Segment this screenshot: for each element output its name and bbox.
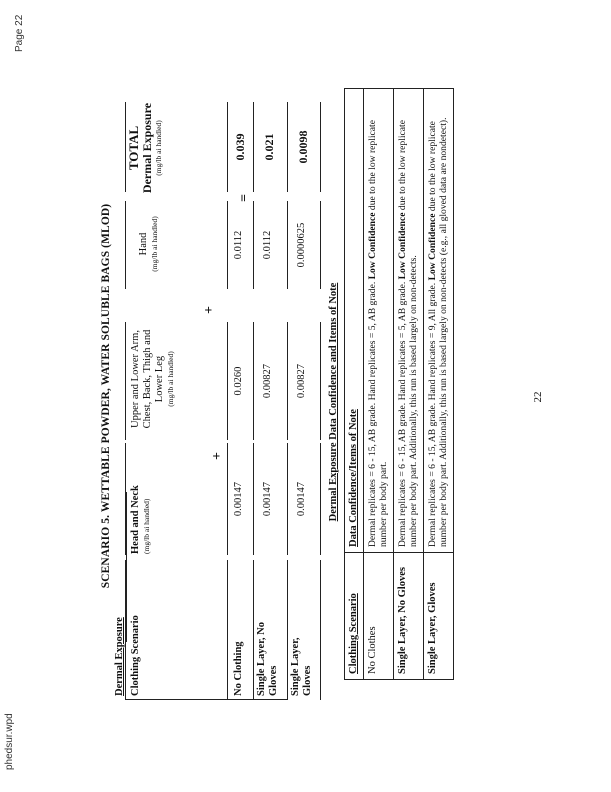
col-header-arms-body [130,318,175,440]
cell-arms-body: 0.0260 [233,366,244,396]
cell-total: 0.0098 [296,130,310,164]
col-header-head-neck [130,444,151,554]
cell-hand: 0.0112 [262,230,273,260]
cell-head-neck: 0.00147 [262,481,273,517]
filename-label: phedsur.wpd [4,713,15,770]
note-text: Dermal replicates = 6 - 15, AB grade. Hand replicates = 5, AB grade. [396,279,408,547]
row-scenario: Single Layer, No Gloves [393,553,423,680]
col-header-clothing [130,596,142,696]
row-scenario: Single Layer, Gloves [290,637,313,696]
row-scenario: No Clothes [363,553,393,680]
table-row [393,89,423,680]
page-label: Page 22 [14,14,25,52]
rule [287,102,288,192]
rule [227,322,228,440]
rule [320,102,321,192]
cell-arms-body: 0.00827 [296,363,307,399]
rule [227,201,228,289]
rule [287,560,288,700]
note-emphasis: Low Confidence [396,212,408,280]
note-emphasis: Low Confidence [426,213,438,281]
confidence-table [344,88,454,680]
rule [125,699,287,700]
rule [125,443,126,555]
cell-head-neck: 0.00147 [296,481,307,517]
rule [227,560,228,700]
col-unit: (mg/lb ai handled) [166,351,175,407]
rule [287,322,288,440]
cell-head-neck: 0.00147 [233,481,244,517]
plus-operator: + [202,306,217,314]
cell-hand: 0.0112 [233,230,244,260]
col-unit: (mg/lb ai handled) [142,498,151,554]
dermal-exposure-label: Dermal Exposure [114,617,125,696]
rule [227,443,228,555]
note-text: Dermal replicates = 6 - 15, AB grade. Hand replicates = 5, AB grade. [366,279,378,547]
col-label: Upper and Lower Arm, Chest, Back, Thigh and Lower Leg [130,329,165,429]
col-label: Clothing Scenario [130,615,141,696]
table-row [423,89,453,680]
rule [287,443,288,555]
rule [287,201,288,289]
rule [253,322,254,440]
col-unit: (mg/lb ai handled) [154,120,163,176]
col-label: Dermal Exposure [140,102,154,194]
col-header-hand [138,198,159,290]
rule [125,201,126,289]
rule [320,201,321,289]
rule [320,443,321,555]
rule [125,560,126,700]
note-text: due to the low replicate number per body part. Additionally, this run is based largely on non-detects (e.g., all gloved data are nondetect). [426,117,449,547]
rule [320,560,321,700]
note-text: due to the low replicate number per body part. Additionally, this run is based largely on non-detects. [396,120,419,547]
col-header-total [126,100,163,196]
col-unit: (mg/lb ai handled) [150,216,159,272]
col-label: Hand [138,232,149,256]
row-note [393,89,423,553]
header-clothing-scenario: Clothing Scenario [345,553,364,680]
rule [253,560,254,700]
cell-hand: 0.0000625 [296,222,307,268]
row-scenario: Single Layer, No Gloves [256,622,279,696]
cell-arms-body: 0.00827 [262,363,273,399]
page-title: SCENARIO 5. WETTABLE POWDER, WATER SOLUBLE BAGS (MLOD) [100,203,112,589]
note-emphasis: Low Confidence [366,212,378,280]
rule [253,102,254,192]
page-number: 22 [532,391,544,403]
cell-total: 0.021 [262,133,276,161]
row-note [363,89,393,553]
rule [125,102,126,192]
equals-operator: = [237,194,252,202]
row-scenario: Single Layer, Gloves [423,553,453,680]
row-note [423,89,453,553]
table-row [363,89,393,680]
cell-total: 0.039 [233,133,247,161]
rule [125,322,126,440]
row-scenario: No Clothing [233,641,244,696]
confidence-table-title: Dermal Exposure Data Confidence and Items of Note [328,282,339,522]
plus-operator: + [210,452,225,460]
col-label: TOTAL [126,125,141,171]
note-text: Dermal replicates = 6 - 15, AB grade. Hand replicates = 9, All grade. [426,280,438,547]
note-text: due to the low replicate number per body part. [366,120,389,547]
header-data-confidence: Data Confidence/Items of Note [345,89,364,553]
col-label: Head and Neck [130,485,141,554]
rule [253,443,254,555]
rule [320,322,321,440]
table-header-row [345,89,364,680]
rule [227,102,228,192]
rule [253,201,254,289]
